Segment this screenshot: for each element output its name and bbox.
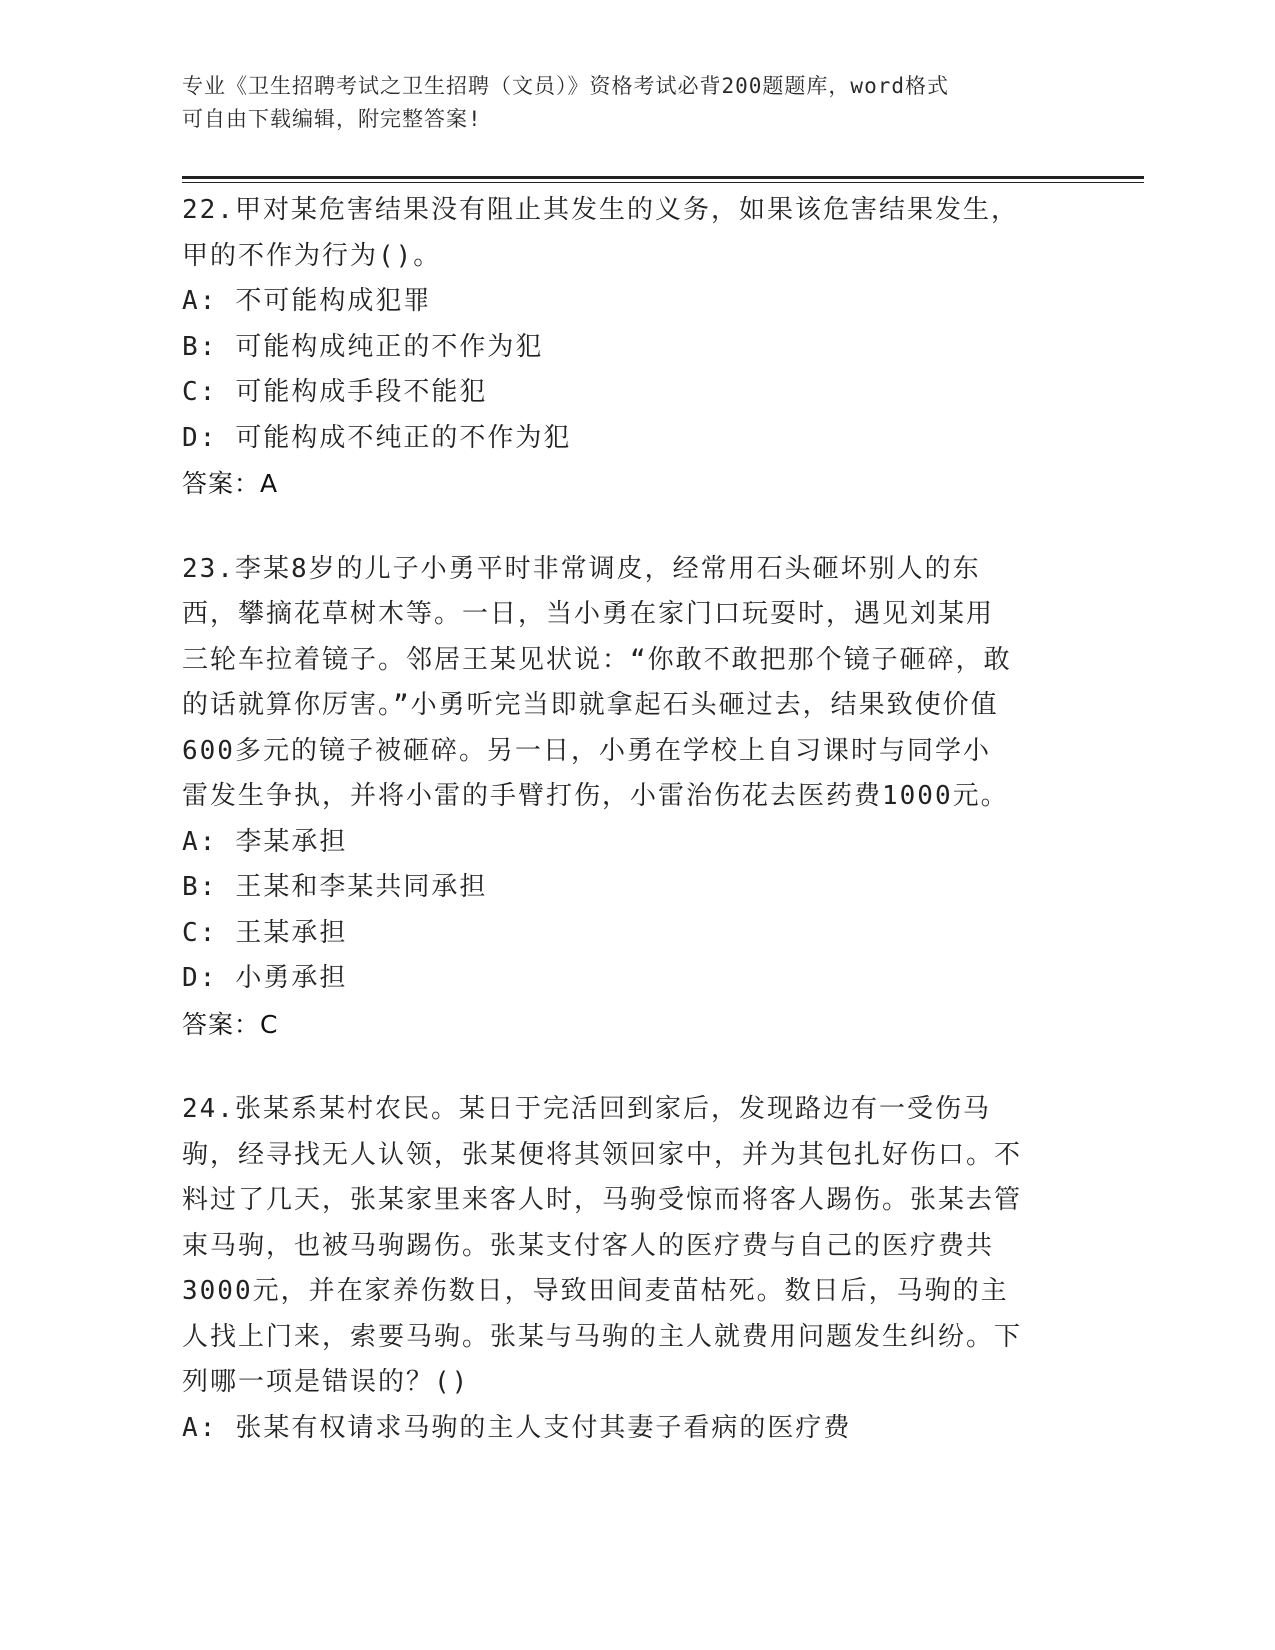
answer-line: 答案：A [182,469,279,498]
option-key: A: [182,1412,218,1443]
option-a [182,1406,1082,1452]
option-text: 可能构成纯正的不作为犯 [235,331,544,362]
question-stem: 23.李某8岁的儿子小勇平时非常调皮，经常用石头砸坏别人的东西，攀摘花草树木等。一日，当小勇在家门口玩耍时，遇见刘某用三轮车拉着镜子。邻居王某见状说：“你敢不敢把那个镜子砸碎，敢的话就算你厉害。”小勇听完当即就拿起石头砸过去，结果致使价值600多元的镜子被砸碎。另一日，小勇在学校上自习课时与同学小雷发生争执，并将小雷的手臂打伤，小雷治伤花去医药费1000元。 [182,553,1012,811]
option-text: 可能构成手段不能犯 [235,377,488,407]
question-stem: 24.张某系某村农民。某日于完活回到家后，发现路边有一受伤马驹，经寻找无人认领，张某便将其领回家中，并为其包扎好伤口。不料过了几天，张某家里来客人时，马驹受惊而将客人踢伤。张某去管束马驹，也被马驹踢伤。张某支付客人的医疗费与自己的医疗费共3000元，并在家养伤数日，导致田间麦苗枯死。数日后，马驹的主人找上门来，索要马驹。张某与马驹的主人就费用问题发生纠纷。下列哪一项是错误的？() [182,1094,1023,1397]
option-b [182,865,1082,911]
answer-line: 答案：C [182,1009,279,1039]
option-text: 李某承担 [235,826,348,857]
question-22 [182,188,1082,507]
option-b [182,325,1082,371]
option-key: A: [182,286,218,316]
option-key: C: [182,917,218,948]
question-list [182,188,1082,1488]
question-23 [182,547,1082,1048]
option-text: 可能构成不纯正的不作为犯 [235,422,572,453]
option-d [182,956,1082,1002]
option-c [182,911,1082,957]
document-header [182,70,1062,136]
question-stem: 22.甲对某危害结果没有阻止其发生的义务，如果该危害结果发生，甲的不作为行为()。 [182,195,1019,271]
option-key: D: [182,963,218,993]
header-divider-thin [182,182,1144,183]
header-line-1: 专业《卫生招聘考试之卫生招聘（文员）》资格考试必背200题题库，word格式 [182,74,949,98]
option-key: C: [182,377,218,407]
option-text: 不可能构成犯罪 [235,286,432,316]
option-key: D: [182,422,218,453]
option-key: A: [182,826,218,857]
header-line-2: 可自由下载编辑，附完整答案! [182,107,482,131]
option-key: B: [182,872,218,902]
option-a [182,820,1082,866]
option-text: 张某有权请求马驹的主人支付其妻子看病的医疗费 [235,1412,852,1443]
option-a [182,279,1082,325]
option-text: 王某承担 [235,917,348,948]
option-c [182,370,1082,416]
header-divider [182,176,1144,179]
option-key: B: [182,331,218,362]
question-24 [182,1087,1082,1451]
option-text: 小勇承担 [235,963,348,993]
option-text: 王某和李某共同承担 [235,872,488,902]
option-d [182,416,1082,462]
